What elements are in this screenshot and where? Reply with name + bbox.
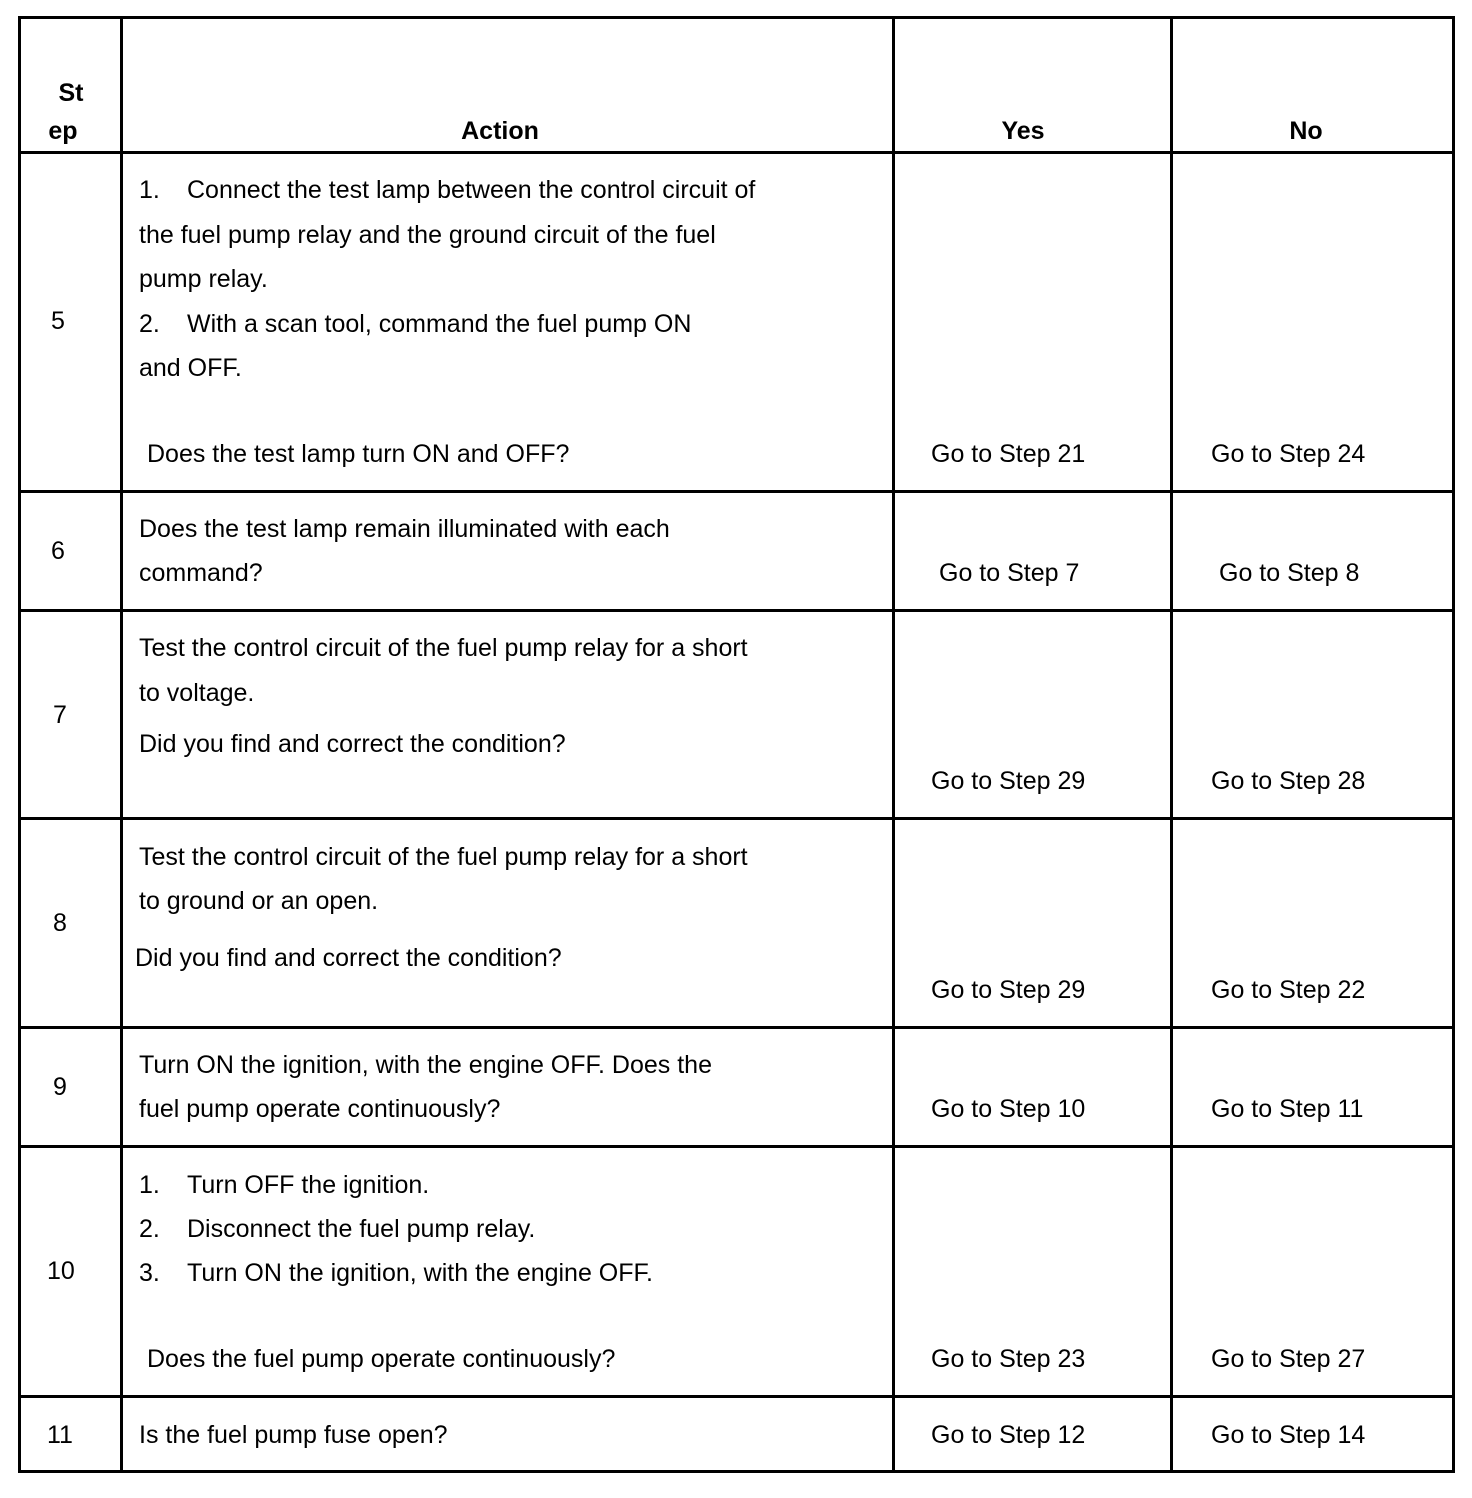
- yes-result: Go to Step 12: [931, 1421, 1086, 1449]
- action-question: Does the test lamp turn ON and OFF?: [147, 440, 570, 468]
- action-line: pump relay.: [139, 265, 268, 293]
- step-number: 7: [53, 701, 67, 729]
- row-divider: [19, 817, 1455, 820]
- action-line: Does the test lamp remain illuminated with each: [139, 515, 670, 543]
- action-line: to voltage.: [139, 679, 255, 707]
- table-border-top: [19, 16, 1455, 19]
- no-result: Go to Step 27: [1211, 1345, 1366, 1373]
- step-number: 9: [53, 1073, 67, 1101]
- header-step-cont: ep: [48, 117, 78, 145]
- action-line: 3. Turn ON the ignition, with the engine OFF.: [139, 1259, 653, 1287]
- row-divider: [19, 609, 1455, 612]
- yes-result: Go to Step 29: [931, 976, 1086, 1004]
- yes-result: Go to Step 10: [931, 1095, 1086, 1123]
- header-no: No: [1289, 117, 1323, 145]
- action-line: and OFF.: [139, 354, 242, 382]
- column-divider: [120, 16, 123, 1473]
- action-line: 2. Disconnect the fuel pump relay.: [139, 1215, 536, 1243]
- action-line: 2. With a scan tool, command the fuel pump ON: [139, 310, 692, 338]
- step-number: 10: [47, 1257, 75, 1285]
- header-yes: Yes: [1001, 117, 1045, 145]
- step-number: 11: [47, 1421, 73, 1449]
- column-divider: [892, 16, 895, 1473]
- action-line: Test the control circuit of the fuel pump relay for a short: [139, 634, 748, 662]
- action-line: to ground or an open.: [139, 887, 379, 915]
- step-number: 6: [51, 537, 65, 565]
- no-result: Go to Step 11: [1211, 1095, 1364, 1123]
- no-result: Go to Step 28: [1211, 767, 1366, 795]
- action-line: Turn ON the ignition, with the engine OFF. Does the: [139, 1051, 712, 1079]
- action-line: Test the control circuit of the fuel pump relay for a short: [139, 843, 748, 871]
- no-result: Go to Step 22: [1211, 976, 1366, 1004]
- action-question: Does the fuel pump operate continuously?: [147, 1345, 616, 1373]
- yes-result: Go to Step 21: [931, 440, 1086, 468]
- header-divider: [19, 151, 1455, 154]
- header-action: Action: [461, 117, 539, 145]
- row-divider: [19, 1395, 1455, 1398]
- action-line: fuel pump operate continuously?: [139, 1095, 501, 1123]
- action-question: Did you find and correct the condition?: [135, 944, 562, 972]
- table-border-bottom: [19, 1470, 1455, 1473]
- no-result: Go to Step 8: [1219, 559, 1360, 587]
- action-line: 1. Connect the test lamp between the control circuit of: [139, 176, 756, 204]
- row-divider: [19, 490, 1455, 493]
- no-result: Go to Step 14: [1211, 1421, 1366, 1449]
- step-number: 5: [51, 307, 65, 335]
- step-number: 8: [53, 909, 67, 937]
- yes-result: Go to Step 29: [931, 767, 1086, 795]
- action-line: Is the fuel pump fuse open?: [139, 1421, 448, 1449]
- yes-result: Go to Step 7: [939, 559, 1080, 587]
- row-divider: [19, 1026, 1455, 1029]
- action-line: the fuel pump relay and the ground circuit of the fuel: [139, 221, 716, 249]
- action-line: command?: [139, 559, 263, 587]
- column-divider: [1170, 16, 1173, 1473]
- table-border-left: [18, 16, 21, 1473]
- action-line: 1. Turn OFF the ignition.: [139, 1171, 430, 1199]
- action-question: Did you find and correct the condition?: [139, 730, 566, 758]
- yes-result: Go to Step 23: [931, 1345, 1086, 1373]
- header-step: St: [58, 79, 84, 107]
- row-divider: [19, 1145, 1455, 1148]
- table-border-right: [1452, 16, 1455, 1473]
- no-result: Go to Step 24: [1211, 440, 1366, 468]
